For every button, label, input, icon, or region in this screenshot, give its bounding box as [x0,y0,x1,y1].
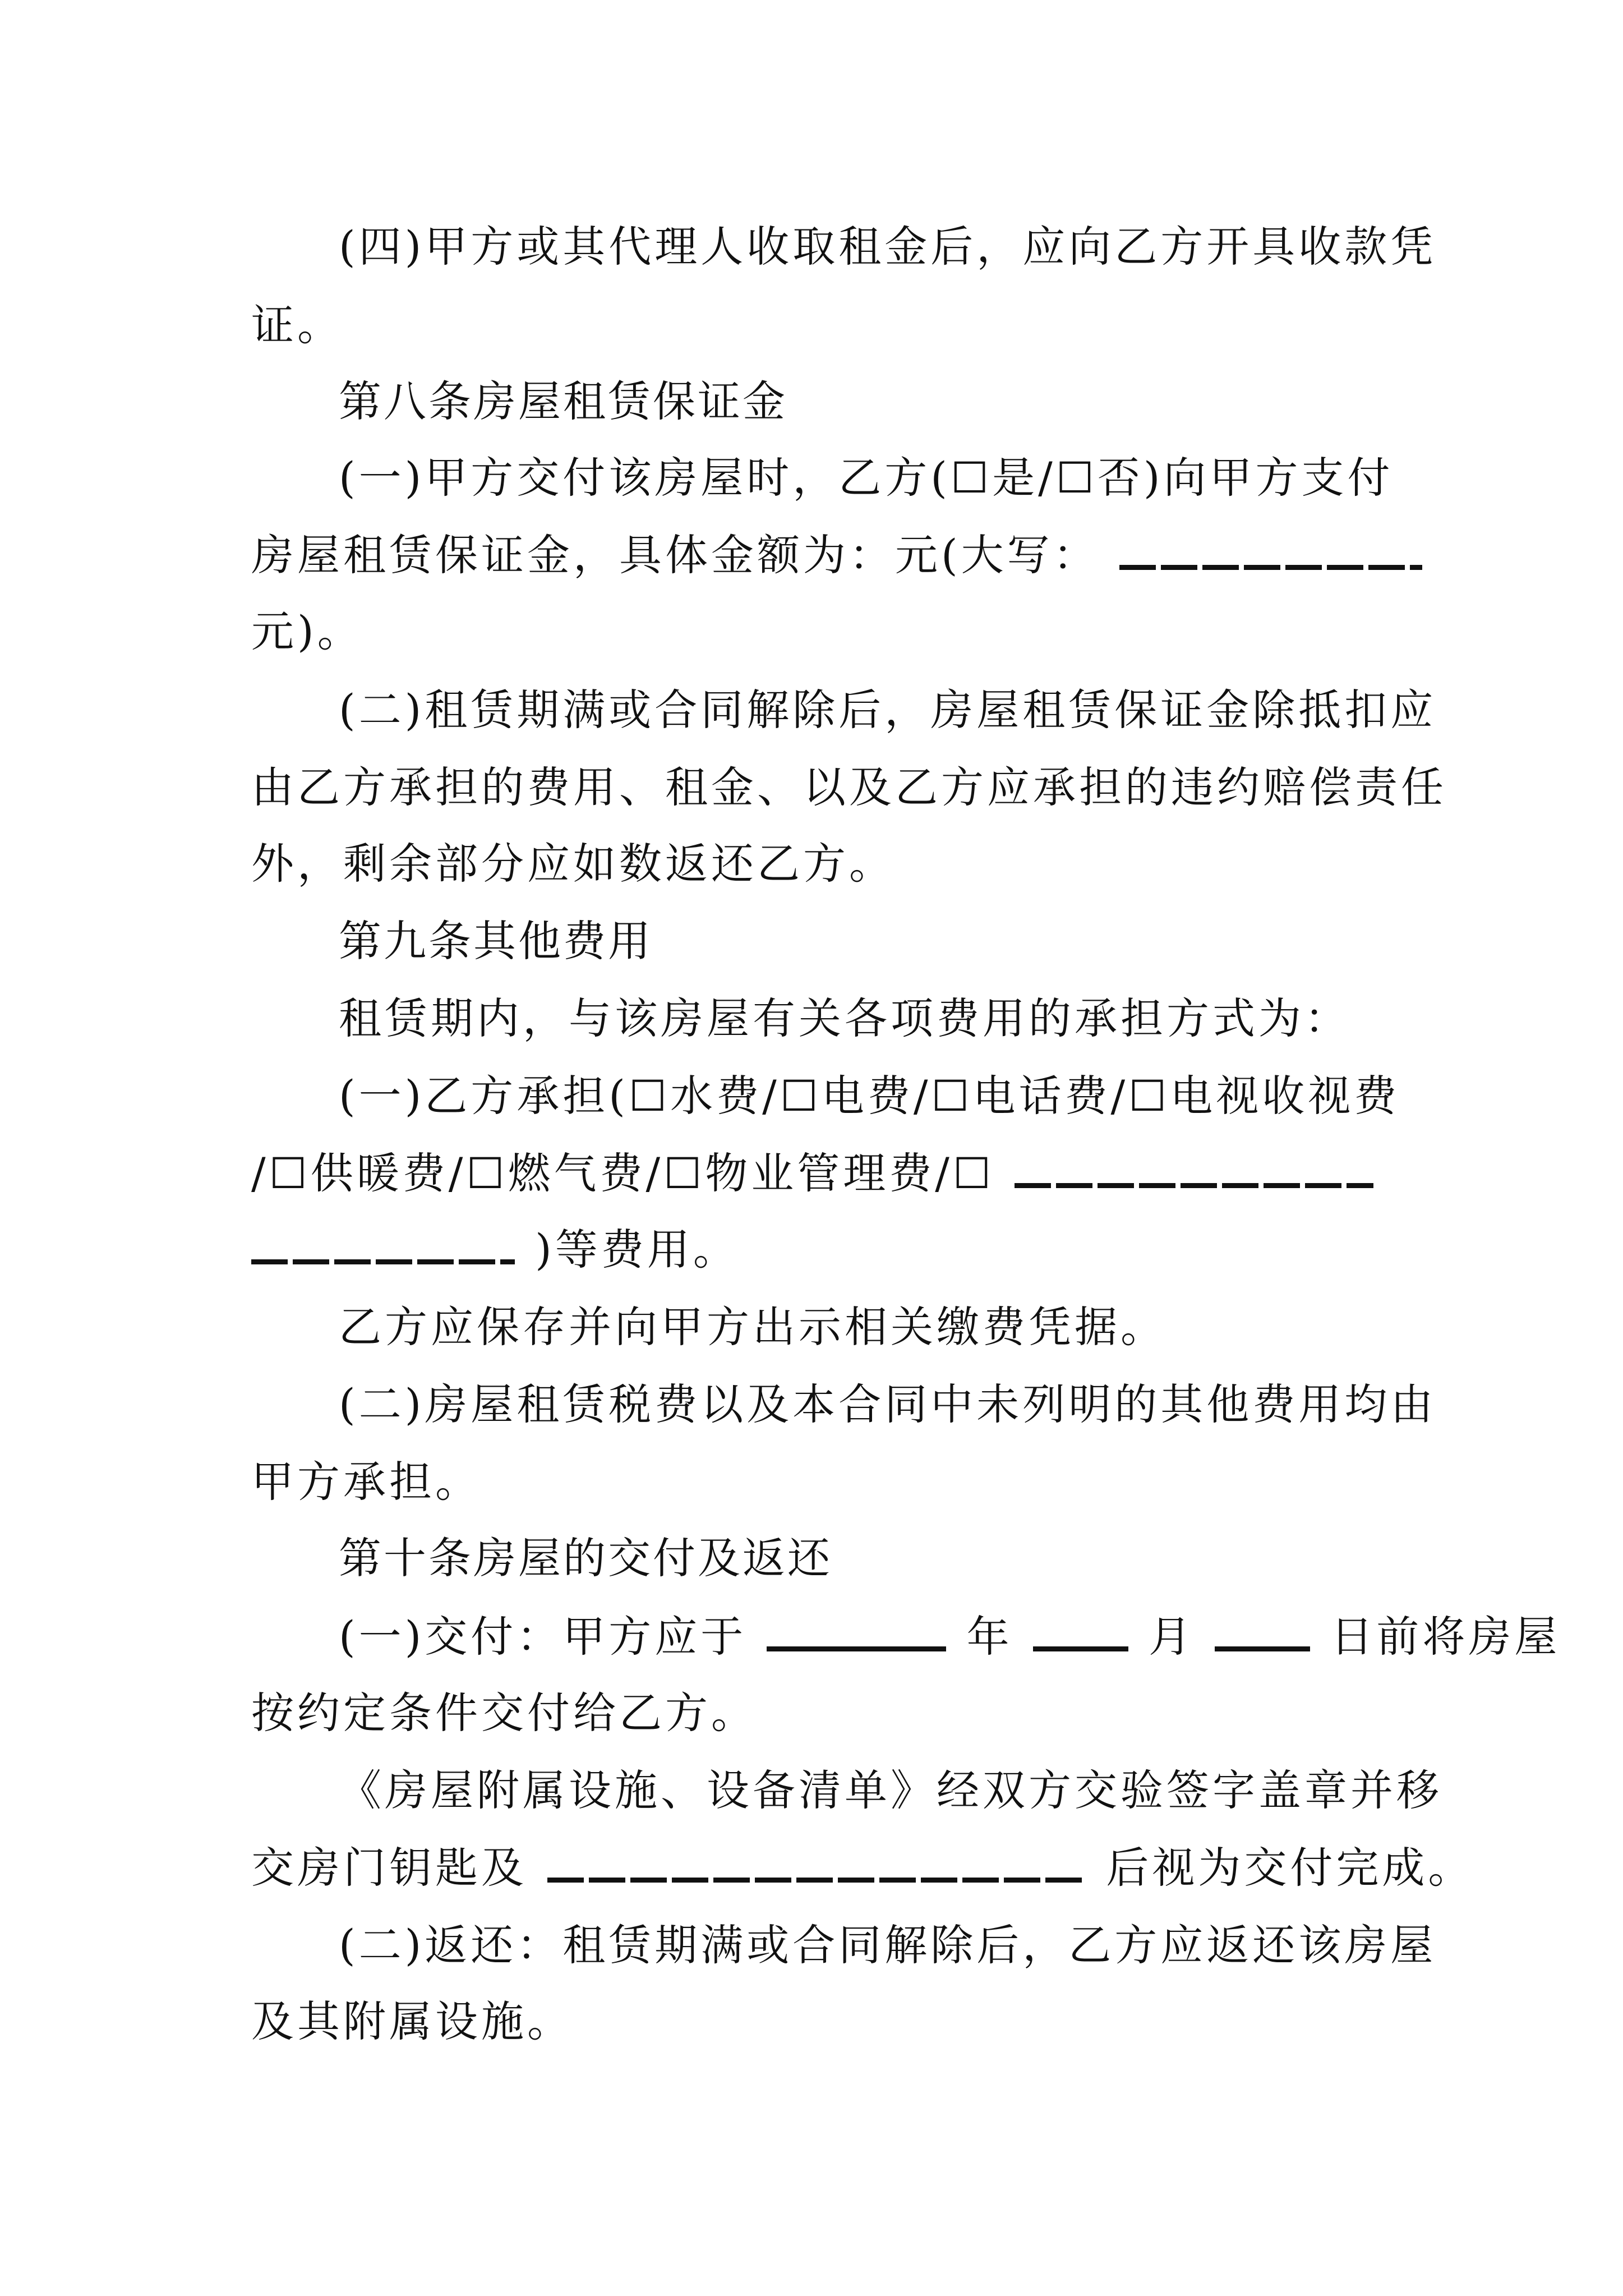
section-heading [339,1519,1395,1598]
paragraph-line [339,671,1437,749]
paragraph-line [339,208,1437,286]
paragraph-line [251,748,1447,827]
section-heading [339,902,1395,981]
fill-blank[interactable] [251,1230,515,1264]
line-text: (二)返还：租赁期满或合同解除后，乙方应返还该房屋 [339,1920,1437,1970]
paragraph-line [339,1365,1437,1444]
month-blank[interactable] [1033,1612,1128,1651]
heading-text: 第十条房屋的交付及返还 [339,1533,832,1583]
paragraph-line [251,1674,1395,1752]
line-text: 租赁期内，与该房屋有关各项费用的承担方式为： [339,993,1350,1043]
line-text: 证。 [251,300,343,350]
paragraph-line [251,592,1395,671]
paragraph-line [251,1211,1395,1289]
fill-blank[interactable] [547,1848,1086,1883]
line-text: 乙方应保存并向甲方出示相关缴费凭据。 [339,1302,1166,1352]
line-text: (一)乙方承担(☐水费/☐电费/☐电话费/☐电视收视费 [339,1071,1400,1121]
heading-text: 第九条其他费用 [339,916,653,966]
paragraph-line [251,1443,1395,1521]
year-blank[interactable] [767,1612,946,1651]
line-text: (一)甲方交付该房屋时，乙方(☐是/☐否)向甲方支付 [339,453,1394,503]
line-text: 月 [1149,1612,1195,1662]
paragraph-line [339,979,1395,1058]
line-text: 甲方承担。 [251,1457,481,1507]
line-text: )等费用。 [535,1225,739,1274]
line-text: (四)甲方或其代理人收取租金后，应向乙方开具收款凭 [339,222,1437,272]
line-text: 由乙方承担的费用、租金、以及乙方应承担的违约赔偿责任 [251,762,1447,812]
line-text: /☐供暖费/☐燃气费/☐物业管理费/☐ [251,1148,994,1198]
line-text: (二)房屋租赁税费以及本合同中未列明的其他费用均由 [339,1379,1437,1429]
section-heading [339,362,1395,441]
paragraph-line [339,1751,1442,1830]
line-text: 房屋租赁保证金，具体金额为：元(大写： [251,530,1099,580]
line-text: 外，剩余部分应如数返还乙方。 [251,839,895,889]
fill-blank[interactable] [1015,1153,1373,1188]
line-text: 按约定条件交付给乙方。 [251,1688,757,1738]
paragraph-line [251,1829,1474,1907]
paragraph-line [251,516,1395,595]
paragraph-line [251,1982,1395,2061]
line-text: 年 [966,1612,1013,1662]
day-blank[interactable] [1215,1612,1310,1651]
line-text: 后视为交付完成。 [1106,1843,1474,1893]
line-text: (二)租赁期满或合同解除后，房屋租赁保证金除抵扣应 [339,685,1437,735]
paragraph-line [339,439,1395,517]
line-text: 及其附属设施。 [251,1996,573,2046]
paragraph-line [251,286,1395,365]
heading-text: 第八条房屋租赁保证金 [339,376,787,426]
paragraph-line [339,1598,1561,1676]
line-text: 日前将房屋 [1330,1612,1561,1662]
line-text: 元)。 [251,606,363,656]
paragraph-line [339,1288,1395,1366]
line-text: (一)交付：甲方应于 [339,1612,747,1662]
paragraph-line [251,825,1395,903]
line-text: 《房屋附属设施、设备清单》经双方交验签字盖章并移 [339,1765,1442,1815]
fill-blank[interactable] [1119,535,1422,570]
paragraph-line [339,1057,1400,1135]
paragraph-line [339,1906,1437,1985]
line-text: 交房门钥匙及 [251,1843,527,1893]
paragraph-line [251,1134,1395,1213]
